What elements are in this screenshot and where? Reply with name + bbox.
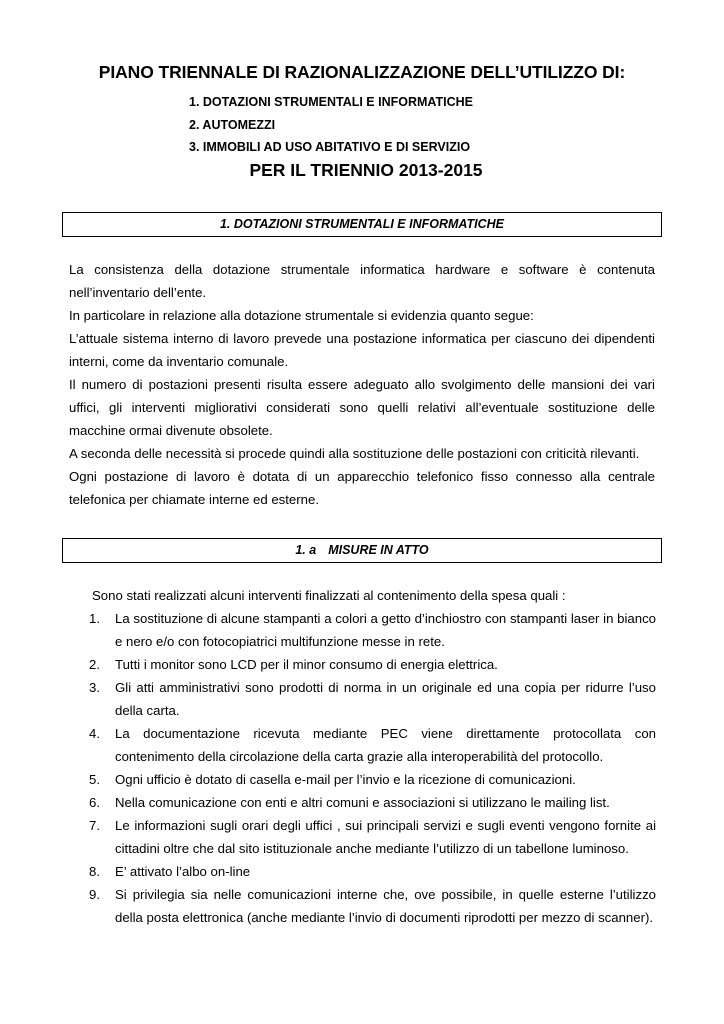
list-item-text: Si privilegia sia nelle comunicazioni interne che, ove possibile, in quelle esterne l’utilizzo della posta elettronica (anche mediante l’invio di documenti riprodotti per mezzo di scanner). (115, 887, 656, 925)
measures-list (89, 607, 656, 929)
document-title: PIANO TRIENNALE DI RAZIONALIZZAZIONE DELL’UTILIZZO DI: (98, 62, 626, 82)
list-item-text: Le informazioni sugli orari degli uffici , sui principali servizi e sugli eventi vengono fornite ai cittadini oltre che dal sito istituzionale anche mediante l’utilizzo di un tabellone luminoso. (115, 818, 656, 856)
list-item-number: 6. (89, 795, 100, 810)
list-item-text: La sostituzione di alcune stampanti a colori a getto d’inchiostro con stampanti laser in bianco e nero e/o con fotocopiatrici multifunzione messe in rete. (115, 611, 656, 649)
paragraph: Ogni postazione di lavoro è dotata di un apparecchio telefonico fisso connesso alla centrale telefonica per chiamate interne ed esterne. (69, 469, 655, 507)
subsection-heading: MISURE IN ATTO (328, 543, 429, 557)
paragraph: Il numero di postazioni presenti risulta essere adeguato allo svolgimento delle mansioni dei vari uffici, gli interventi migliorativi considerati sono quelli relativi all’eventuale sostituzione delle macchine ormai divenute obsolete. (69, 377, 655, 438)
list-item (89, 814, 656, 860)
list-item-text: Ogni ufficio è dotato di casella e-mail per l’invio e la ricezione di comunicazioni. (115, 772, 576, 787)
paragraph: In particolare in relazione alla dotazione strumentale si evidenzia quanto segue: (69, 308, 534, 323)
list-item-number: 8. (89, 864, 100, 879)
list-item-number: 4. (89, 726, 100, 741)
list-item (89, 791, 656, 814)
list-item-number: 3. (89, 680, 100, 695)
section-heading: 1. DOTAZIONI STRUMENTALI E INFORMATICHE (219, 217, 504, 231)
title-subitems (189, 91, 473, 159)
list-item-text: Gli atti amministrativi sono prodotti di norma in un originale ed una copia per ridurre l’uso della carta. (115, 680, 656, 718)
list-item (89, 607, 656, 653)
title-subitem: 1. DOTAZIONI STRUMENTALI E INFORMATICHE (189, 95, 474, 109)
list-item-number: 1. (89, 611, 100, 626)
list-item (89, 768, 656, 791)
paragraph: A seconda delle necessità si procede quindi alla sostituzione delle postazioni con criticità rilevanti. (69, 446, 640, 461)
list-item-number: 9. (89, 887, 100, 902)
subsection-number: 1. a (295, 543, 317, 557)
list-item-number: 2. (89, 657, 100, 672)
list-item-number: 5. (89, 772, 100, 787)
period-heading: PER IL TRIENNIO 2013-2015 (249, 160, 483, 180)
section-heading-box (62, 212, 662, 237)
list-item-text: La documentazione ricevuta mediante PEC viene direttamente protocollata con contenimento della circolazione della carta grazie alla interoperabilità del protocollo. (115, 726, 656, 764)
list-item-text: Tutti i monitor sono LCD per il minor consumo di energia elettrica. (115, 657, 498, 672)
list-item (89, 722, 656, 768)
paragraph: L’attuale sistema interno di lavoro prevede una postazione informatica per ciascuno dei dipendenti interni, come da inventario comunale. (69, 331, 655, 369)
list-item-text: E’ attivato l’albo on-line (115, 864, 251, 879)
list-item (89, 653, 656, 676)
title-subitem: 2. AUTOMEZZI (189, 117, 276, 132)
paragraph: La consistenza della dotazione strumentale informatica hardware e software è contenuta nell’inventario dell’ente. (69, 262, 655, 300)
list-item (89, 676, 656, 722)
measures-intro: Sono stati realizzati alcuni interventi finalizzati al contenimento della spesa quali : (92, 588, 566, 603)
list-item-number: 7. (89, 818, 100, 833)
list-item (89, 860, 656, 883)
section-body (69, 258, 655, 511)
list-item-text: Nella comunicazione con enti e altri comuni e associazioni si utilizzano le mailing list. (115, 795, 610, 810)
title-subitem: 3. IMMOBILI AD USO ABITATIVO E DI SERVIZIO (189, 140, 471, 154)
list-item (89, 883, 656, 929)
subsection-heading-box (62, 538, 662, 563)
